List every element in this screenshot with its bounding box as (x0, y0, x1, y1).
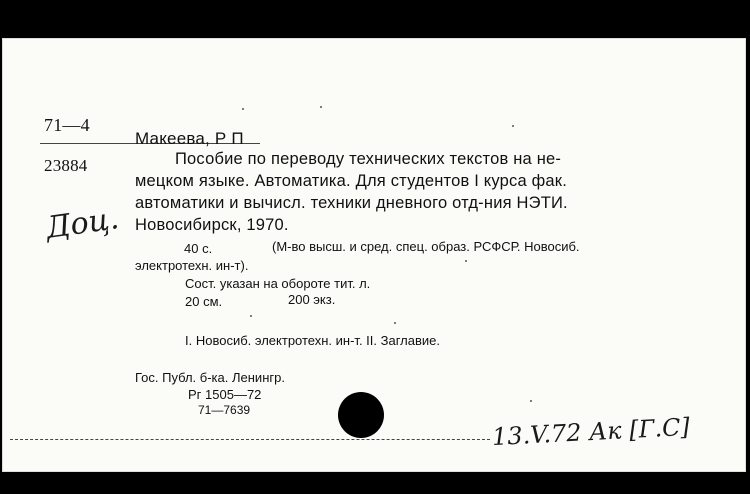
speck (530, 400, 532, 402)
publisher-note-1: (М-во высш. и сред. спец. образ. РСФСР. Новосиб. (272, 239, 580, 254)
call-number-bottom: 23884 (44, 156, 88, 175)
publisher-note-2: электротехн. ин-т). (135, 258, 249, 273)
speck (394, 322, 396, 324)
copies: 200 экз. (288, 292, 336, 307)
punch-hole (338, 392, 384, 438)
speck (250, 315, 252, 317)
speck (512, 125, 514, 127)
card-number: 71—7639 (198, 403, 251, 417)
order-number: Рг 1505—72 (188, 387, 262, 402)
speck (242, 108, 244, 110)
library-name: Гос. Публ. б-ка. Ленингр. (135, 370, 285, 385)
compiler-note: Сост. указан на обороте тит. л. (185, 276, 371, 291)
call-number-top: 71—4 (44, 115, 90, 135)
title-line-2: мецком языке. Автоматика. Для студентов I курса фак. (135, 172, 568, 190)
author-heading: Макеева, Р П (135, 129, 244, 148)
handwritten-date: 13.V.72 Ак [Г.С] (491, 412, 691, 452)
size: 20 см. (185, 294, 223, 309)
speck (465, 260, 467, 262)
pages: 40 с. (184, 241, 213, 256)
tracings: I. Новосиб. электротехн. ин-т. II. Заглавие. (185, 333, 440, 348)
bottom-rule (10, 439, 490, 440)
title-line-4: Новосибирск, 1970. (135, 216, 289, 234)
speck (320, 106, 322, 108)
handwritten-mark: Доц. (43, 201, 122, 246)
title-line-3: автоматики и вычисл. техники дневного отд-ния НЭТИ. (135, 194, 568, 212)
title-line-1: Пособие по переводу технических текстов на не- (175, 150, 562, 168)
